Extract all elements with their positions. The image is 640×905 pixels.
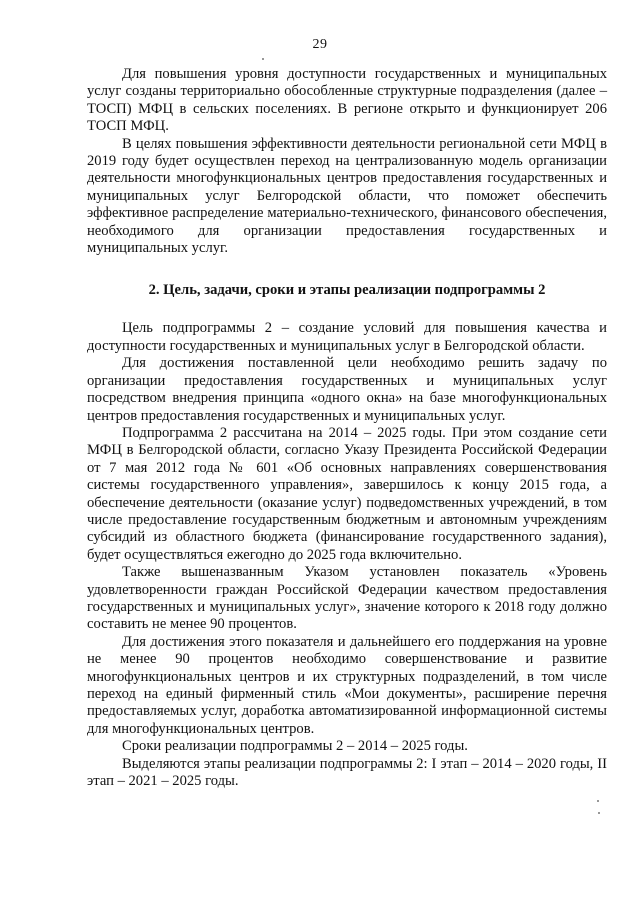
page-number: 29 xyxy=(312,37,328,52)
paragraph-timeline: Подпрограмма 2 рассчитана на 2014 – 2025 годы. При этом создание сети МФЦ в Белгородской области, согласно Указу Президента Российской Федерации от 7 мая 2012 года № 601 «Об основных направлениях совершенствования системы государственного управления», завершилось к концу 2015 года, а обеспечение деятельности (оказание услуг) подведомственных учреждений, в том числе предоставление государственным бюджетным и автономным учреждениям субсидий из областного бюджета (финансирование государственного задания), будет осуществляться ежегодно до 2025 года включительно. xyxy=(87,424,607,563)
paragraph-terms: Сроки реализации подпрограммы 2 – 2014 – 2025 годы. xyxy=(122,738,468,755)
paragraph-tosp: Для повышения уровня доступности государственных и муниципальных услуг созданы территориально обособленные структурные подразделения (далее – ТОСП) МФЦ в сельских поселениях. В регионе открыто и функционирует 206 ТОСП МФЦ. xyxy=(87,66,607,135)
page-body xyxy=(87,66,607,790)
scan-speck xyxy=(598,812,600,814)
scan-speck xyxy=(597,800,599,802)
scan-speck xyxy=(262,58,264,60)
section-heading: 2. Цель, задачи, сроки и этапы реализации подпрограммы 2 xyxy=(148,282,546,299)
paragraph-task: Для достижения поставленной цели необходимо решить задачу по организации предоставления государственных и муниципальных услуг посредством внедрения принципа «одного окна» на базе многофункциональных центров предоставления государственных и муниципальных услуг. xyxy=(87,355,607,424)
paragraph-development: Для достижения этого показателя и дальнейшего его поддержания на уровне не менее 90 процентов необходимо совершенствование и развитие многофункциональных центров и их структурных подразделений, в том числе переход на единый фирменный стиль «Мои документы», расширение перечня предоставляемых услуг, доработка автоматизированной информационной системы для многофункциональных центров. xyxy=(87,633,607,737)
paragraph-stages: Выделяются этапы реализации подпрограммы 2: I этап – 2014 – 2020 годы, II этап – 2021 – 2025 годы. xyxy=(87,755,607,790)
paragraph-centralized-model: В целях повышения эффективности деятельности региональной сети МФЦ в 2019 году будет осуществлен переход на централизованную модель организации деятельности многофункциональных центров предоставления государственных и муниципальных услуг Белгородской области, что поможет обеспечить эффективное распределение материально-технического, финансового обеспечения, необходимого для организации предоставления государственных и муниципальных услуг. xyxy=(87,135,607,257)
paragraph-goal: Цель подпрограммы 2 – создание условий для повышения качества и доступности государственных и муниципальных услуг в Белгородской области. xyxy=(87,320,607,354)
paragraph-indicator: Также вышеназванным Указом установлен показатель «Уровень удовлетворенности граждан Российской Федерации качеством предоставления государственных и муниципальных услуг», значение которого к 2018 году должно составить не менее 90 процентов. xyxy=(87,564,607,633)
